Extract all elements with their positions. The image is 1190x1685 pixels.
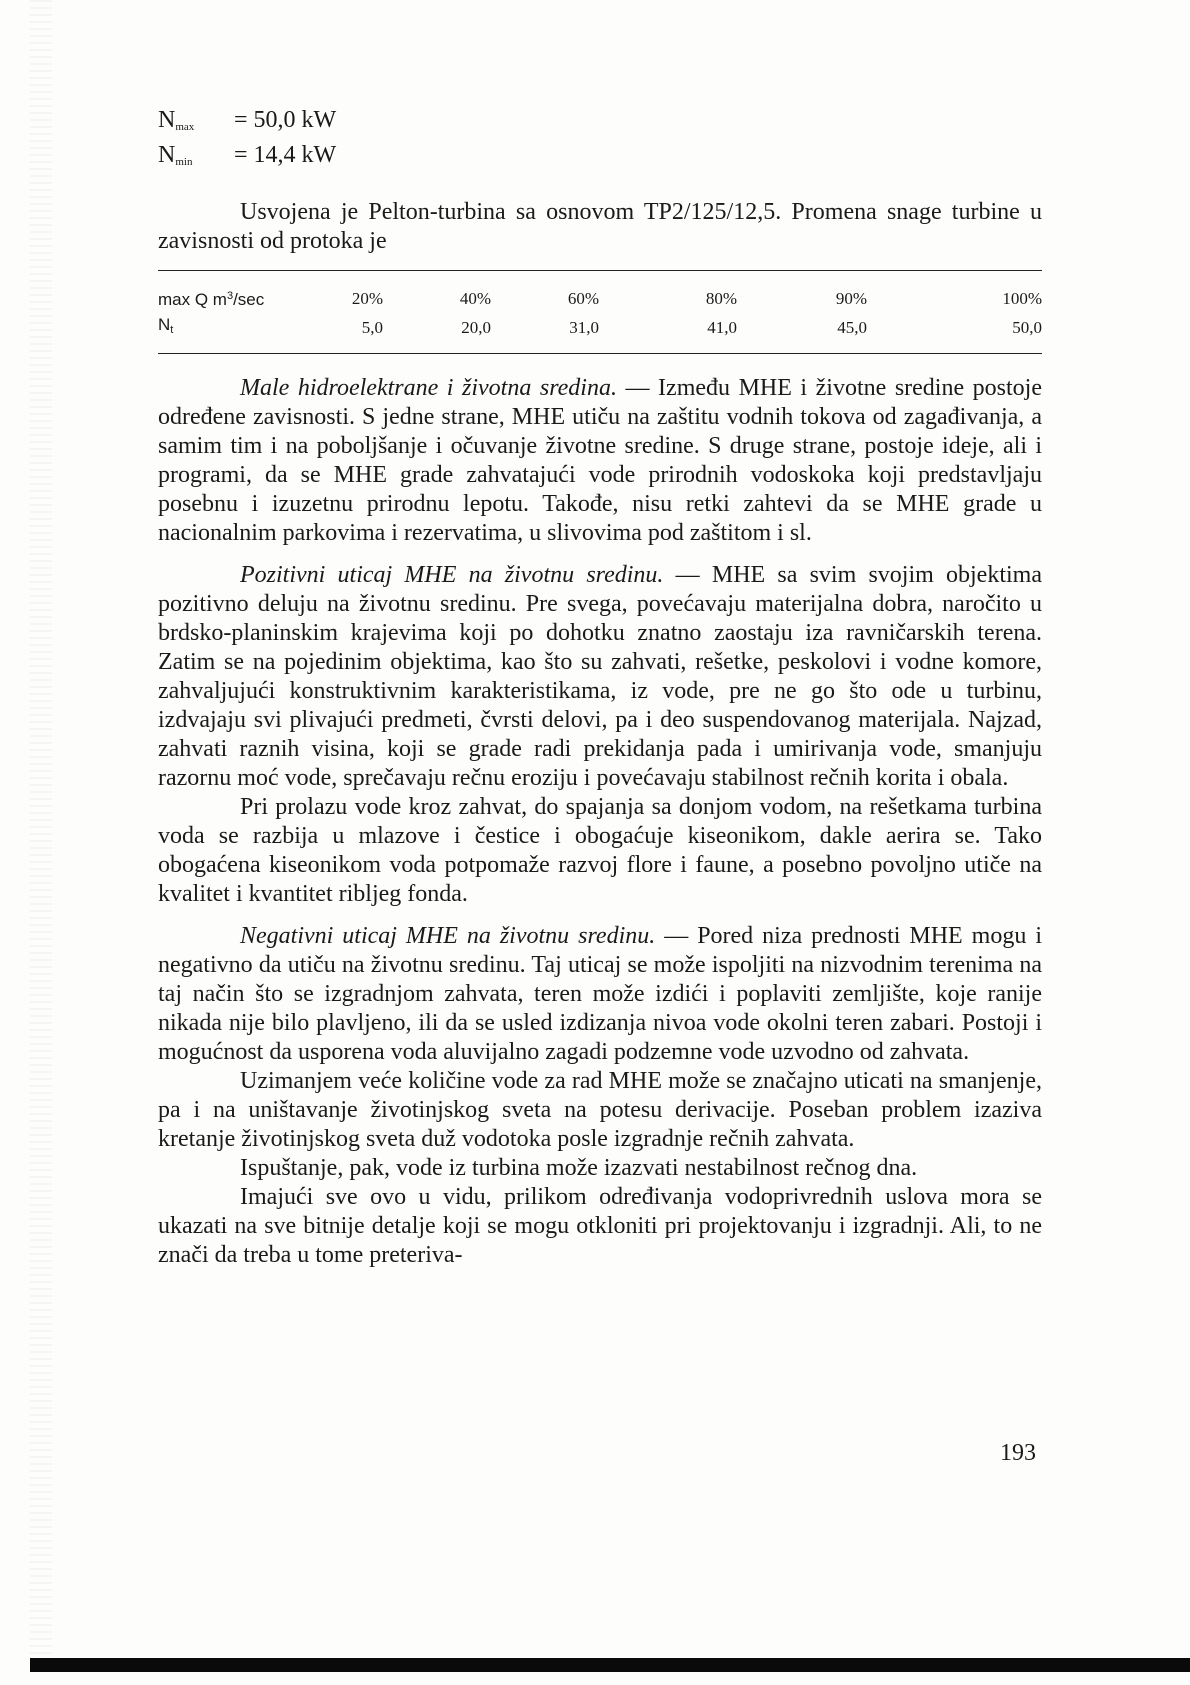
table-cell: 31,0 [569, 318, 599, 337]
page-number: 193 [1000, 1440, 1036, 1466]
table-cell: 60% [567, 288, 599, 308]
paragraph-conclusion: Imajući sve ovo u vidu, prilikom određivanja vodoprivrednih uslova mora se ukazati na sve bitnije detalje koji se mogu otkloniti pri projektovanju i izgradnji. Ali, to ne znači da treba u tome preteriva- [158, 1184, 1042, 1268]
intro-paragraph: Usvojena je Pelton-turbina sa osnovom TP2/125/12,5. Promena snage turbine u zavisnosti od protoka je [158, 199, 1042, 254]
power-flow-table [158, 270, 1042, 354]
paragraph-riverbed: Ispuštanje, pak, vode iz turbina može izazvati nestabilnost rečnog dna. [240, 1155, 918, 1181]
table-cell: 45,0 [837, 318, 867, 337]
row-label-power: Nt [158, 315, 174, 336]
table-cell: 90% [835, 288, 867, 308]
table-cell: 41,0 [707, 318, 737, 337]
section-negative-impact: Negativni uticaj MHE na životnu sredinu. — Pored niza prednosti MHE mogu i negativno da utiču na životnu sredinu. Taj uticaj se može ispoljiti na nizvodnim terenima na taj način što se izgradnjom zahvata, teren može izdići i poplaviti zemljište, koje ranije nikada nije bilo plavljeno, ili da se usled izdizanja nivoa vode okolni teren zabari. Postoji i mogućnost da usporena voda aluvijalno zagadi podzemne vode uzvodno od zahvata. [158, 923, 1042, 1065]
formula-nmax: $N_{max} = 50,0$ kW [158, 107, 337, 133]
formula-nmin: $N_{min} = 14,4$ kW [158, 142, 337, 168]
scan-edge-artifact [30, 0, 52, 1660]
section-heading: Male hidroelektrane i životna sredina. [240, 375, 617, 401]
table-cell: 40% [459, 288, 491, 308]
scan-bottom-bar [30, 1658, 1190, 1672]
table-cell: 50,0 [1012, 318, 1042, 337]
table-cell: 100% [1002, 288, 1042, 308]
section-heading: Negativni uticaj MHE na životnu sredinu. [240, 923, 656, 949]
paragraph-aeration: Pri prolazu vode kroz zahvat, do spajanja sa donjom vodom, na rešetkama turbina voda se razbija u mlazove i čestice i obogaćuje kiseonikom, dakle aerira se. Tako obogaćena kiseonikom voda potpomaže razvoj flore i faune, a posebno povoljno utiče na kvalitet i kvantitet ribljeg fonda. [158, 794, 1042, 907]
section-positive-impact: Pozitivni uticaj MHE na životnu sredinu. — MHE sa svim svojim objektima pozitivno deluju na životnu sredinu. Pre svega, povećavaju materijalna dobra, naročito u brdsko-planinskim krajevima koji po dohotku znatno zaostaju iza ravničarskih terena. Zatim se na pojedinim objektima, kao što su zahvati, rešetke, peskolovi i vodne komore, zahvaljujući konstruktivnim karakteristikama, iz vode, pre ne go što ode u turbinu, izdvajaju svi plivajući predmeti, čvrsti delovi, pa i deo suspendovanog materijala. Najzad, zahvati raznih visina, koji se grade radi prekidanja pada i umirivanja vode, smanjuju razornu moć vode, sprečavaju rečnu eroziju i povećavaju stabilnost rečnih korita i obala. [158, 562, 1042, 791]
table-cell: 20% [351, 288, 383, 308]
table-cell: 20,0 [461, 318, 491, 337]
table-row [158, 312, 1042, 343]
table-cell: 80% [705, 288, 737, 308]
page-body [158, 106, 1042, 1270]
section-heading: Pozitivni uticaj MHE na životnu sredinu. [240, 562, 664, 588]
section-environment: Male hidroelektrane i životna sredina. — Između MHE i životne sredine postoje određene zavisnosti. S jedne strane, MHE utiču na zaštitu vodnih tokova od zagađivanja, a samim tim i na poboljšanje i očuvanje životne sredine. S druge strane, postoje ideje, ali i programi, da se MHE grade zahvatajući vode prirodnih vodoskoka koji predstavljaju posebnu i izuzetnu prirodnu lepotu. Takođe, nisu retki zahtevi da se MHE grade u nacionalnim parkovima i rezervatima, u slivovima pod zaštitom i sl. [158, 375, 1042, 546]
row-label-flow: max Q $m^3/\sec$ [158, 290, 265, 309]
table-cell: 5,0 [361, 318, 383, 337]
paragraph-water-intake: Uzimanjem veće količine vode za rad MHE može se značajno uticati na smanjenje, pa i na uništavanje životinjskog sveta na potesu derivacije. Poseban problem izaziva kretanje životinjskog sveta duž vodotoka posle izgradnje rečnih zahvata. [158, 1068, 1042, 1152]
table-row [158, 284, 1042, 312]
